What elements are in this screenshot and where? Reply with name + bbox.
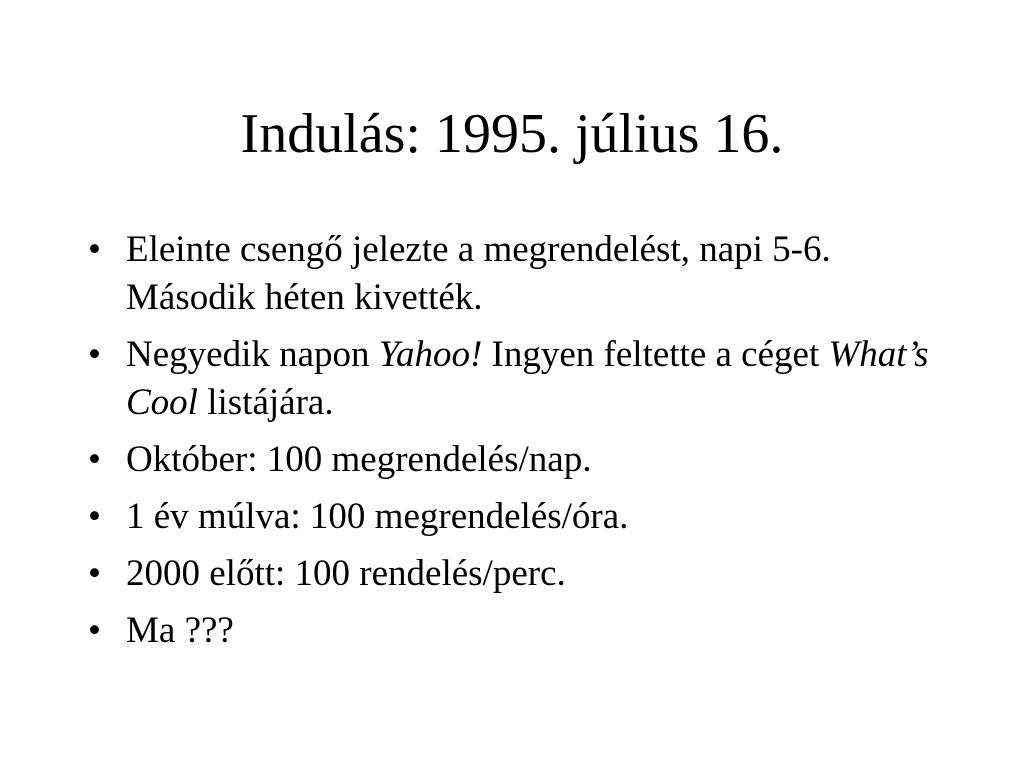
bullet-text: 2000 előtt: 100 rendelés/perc. [126, 553, 566, 594]
bullet-text: Eleinte csengő jelezte a megrendelést, napi 5-6. Második héten kivették. [126, 229, 831, 318]
bullet-icon: • [88, 496, 101, 537]
yahoo-italic-text: Yahoo! [378, 334, 483, 375]
bullet-item [88, 436, 948, 484]
bullet-text: Ma ??? [126, 610, 234, 651]
bullet-item [88, 493, 948, 541]
bullet-text: 1 év múlva: 100 megrendelés/óra. [126, 496, 629, 537]
slide-title: Indulás: 1995. július 16. [240, 103, 784, 165]
bullet-item [88, 550, 948, 598]
bullet-icon: • [88, 229, 101, 270]
bullet-icon: • [88, 553, 101, 594]
bullet-text-part: Negyedik napon [126, 334, 379, 375]
bullet-list [88, 226, 948, 664]
bullet-text-part: Ingyen feltette a céget [482, 334, 829, 375]
bullet-icon: • [88, 334, 101, 375]
bullet-text [126, 334, 929, 423]
bullet-icon: • [88, 439, 101, 480]
bullet-item [88, 226, 948, 322]
whats-cool-italic-text: What’s Cool [126, 334, 929, 423]
bullet-icon: • [88, 610, 101, 651]
bullet-text-part: listájára. [197, 382, 334, 423]
bullet-item [88, 607, 948, 655]
bullet-item [88, 331, 948, 427]
bullet-text: Október: 100 megrendelés/nap. [126, 439, 592, 480]
